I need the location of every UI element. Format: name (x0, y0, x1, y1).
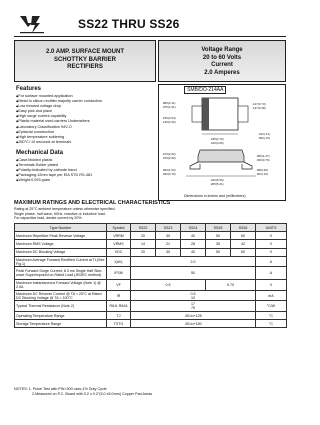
dim-label: .220(5.59) (210, 178, 224, 182)
column-header: SS22 (131, 224, 156, 232)
table-row (15, 248, 287, 256)
table-header-row (15, 224, 287, 232)
list-item: ◆ High temperature soldering (16, 135, 156, 140)
dim-label: .075(1.91) (162, 105, 176, 109)
max-ratings-heading: MAXIMUM RATINGS AND ELECTRICAL CHARACTERISTICS (14, 200, 171, 206)
symbol-cell: VDC (107, 248, 131, 256)
value-cell: -55 to+150 (131, 320, 256, 328)
footnote: NOTES: 1. Pulse Test with PW=300 usec,1% Duty Cycle (14, 387, 107, 391)
table-row (15, 290, 287, 301)
table-row (15, 232, 287, 240)
unit-cell: V (256, 240, 287, 248)
list-item: ◆ 250°C/ 10 seconds at terminals (16, 140, 156, 145)
unit-cell: V (256, 232, 287, 240)
symbol-cell: TSTG (107, 320, 131, 328)
package-label: SMB/DO-214AA (184, 86, 226, 94)
dim-label: .050(1.27) (256, 154, 270, 158)
company-logo-icon (18, 14, 46, 36)
max-ratings-notes (14, 207, 116, 221)
value-cell (131, 290, 256, 301)
unit-cell: V (256, 248, 287, 256)
value-line: 10 (191, 295, 195, 300)
value-line: 0.5 (190, 291, 196, 296)
table-row (15, 256, 287, 267)
unit-cell: A (256, 267, 287, 280)
param-cell: Maximum Average Forward Rectified Current at TL(See Fig.1) (16, 257, 105, 266)
dim-label: .030(0.76) (162, 172, 176, 176)
list-item: ◆ Weight:0.093 gram (16, 178, 156, 183)
current-value: 2.0 Amperes (204, 69, 240, 76)
param-cell: Maximum DC Blocking Voltage (15, 248, 107, 256)
symbol-cell: TJ (107, 311, 131, 319)
dim-label: .030(0.76) (256, 158, 270, 162)
table-row (15, 301, 287, 312)
list-item: ◆ Easy pick and place (16, 109, 156, 114)
dim-label: .205(5.21) (210, 182, 224, 186)
value-cell: 0.70 (206, 280, 256, 291)
column-header: SS26 (231, 224, 256, 232)
value-line: 75 (191, 306, 195, 311)
description-line-3: RECTIFIERS (67, 64, 103, 70)
list-item: ◆ Terminals:Solder plated (16, 163, 156, 168)
value-cell: 0.5 (131, 280, 206, 291)
symbol-cell: VRRM (107, 232, 131, 240)
value-cell: 2.0 (131, 256, 256, 267)
table-row (15, 311, 287, 319)
param-cell: Storage Temperature Range (15, 320, 107, 328)
mechanical-data-heading: Mechanical Data (16, 150, 64, 156)
list-item: ◆ For surface mounted application (16, 94, 156, 99)
param-cell: Maximum RMS Voltage (15, 240, 107, 248)
dim-label: .004(.10) (256, 172, 269, 176)
voltage-range-label: Voltage Range (201, 47, 243, 53)
unit-cell: °C (256, 320, 287, 328)
value-cell: 30 (156, 248, 181, 256)
value-cell: 40 (181, 248, 206, 256)
value-cell (131, 301, 256, 312)
rating-note: Single phase, half wave, 60Hz, resistive or inductive load. (14, 211, 106, 216)
param-cell: Typical Thermal Resistance (Note 2) (15, 301, 107, 312)
value-cell: 50 (206, 248, 231, 256)
dim-label: .012(.31) (258, 132, 271, 136)
value-cell: 30 (156, 232, 181, 240)
rating-note: Rating at 25°C ambient temperature unless otherwise specified. (14, 207, 116, 211)
column-header: SS24 (181, 224, 206, 232)
page-title: SS22 THRU SS26 (78, 17, 180, 31)
dim-label: .083(2.11) (162, 101, 176, 105)
value-cell: 20 (131, 232, 156, 240)
symbol-cell: IR (107, 290, 131, 301)
features-list (16, 94, 156, 145)
list-item: ◆ Case:Molded plastic (16, 158, 156, 163)
product-description-box (14, 40, 156, 82)
dim-label: .147(3.73) (252, 102, 266, 106)
value-cell: 21 (156, 240, 181, 248)
dimensions-note: Dimensions in inches and (millimeters) (184, 194, 246, 198)
symbol-cell: VF (107, 280, 131, 291)
value-cell: 28 (181, 240, 206, 248)
description-line-1: 2.0 AMP. SURFACE MOUNT (45, 49, 124, 55)
dim-label: .060(1.52) (162, 168, 176, 172)
footnote: 2.Measured on P.C. Board with 0.2 x 0.2"(5.0 x5.0mm) Copper Pad Areas (32, 391, 153, 396)
symbol-cell: RθJL RθJA (107, 301, 131, 312)
param-cell: Peak Forward Surge Current, 8.3 ms Single Half Sine-wave Superimposed on Rated Load (JEDEC method) (15, 267, 107, 280)
value-cell: 40 (181, 232, 206, 240)
table-row (15, 280, 287, 291)
value-cell: 35 (206, 240, 231, 248)
column-header: UNITS (256, 224, 287, 232)
list-item: ◆ Metal to silicon rectifier,majority carrier conduction (16, 99, 156, 104)
table-row (15, 240, 287, 248)
current-label: Current (211, 62, 233, 68)
param-cell: Maximum Instantaneous Forward Voltage (Note 1) @ 2.0A (15, 280, 107, 291)
value-cell: 60 (231, 232, 256, 240)
mechanical-data-list (16, 158, 156, 183)
dim-label: .160(4.06) (210, 141, 224, 145)
list-item: ◆ Low forward voltage drop (16, 104, 156, 109)
dim-label: .137(3.48) (252, 106, 266, 110)
unit-cell: °C/W (256, 301, 287, 312)
description-line-2: SCHOTTKY BARRIER (54, 56, 116, 63)
title-divider (14, 36, 286, 37)
unit-cell: mA (256, 290, 287, 301)
unit-cell: V (256, 280, 287, 291)
list-item: ◆ Laboratory Classification 94V-O (16, 125, 156, 130)
ratings-table (14, 223, 287, 328)
dim-label: .130(3.30) (162, 120, 176, 124)
value-cell: -55 to+125 (131, 311, 256, 319)
footnotes (14, 387, 152, 396)
unit-cell: °C (256, 311, 287, 319)
table-row (15, 320, 287, 328)
value-cell: 50 (206, 232, 231, 240)
unit-cell: A (256, 256, 287, 267)
symbol-cell: IFSM (107, 267, 131, 280)
value-cell: 20 (131, 248, 156, 256)
list-item: ◆ Polarity:Indicated by cathode band (16, 168, 156, 173)
rating-note: For capacitive load, derate current by 20% (14, 216, 82, 220)
dim-label: .155(3.94) (162, 116, 176, 120)
symbol-cell: VRMS (107, 240, 131, 248)
dim-label: .103(2.62) (162, 152, 176, 156)
column-header: Type Number (15, 224, 107, 232)
voltage-range-value: 20 to 60 Volts (202, 54, 242, 61)
dim-label: .006(.15) (258, 136, 271, 140)
column-header: SS23 (156, 224, 181, 232)
value-cell: 60 (231, 248, 256, 256)
value-cell: 50 (131, 267, 256, 280)
value-cell: 42 (231, 240, 256, 248)
table-row (15, 267, 287, 280)
features-heading: Features (16, 86, 42, 92)
param-cell: Maximum DC Reverse Current @ TA = 25°C at Rated DC Blocking Voltage @ TA = 100°C (15, 290, 107, 301)
param-cell: Maximum Repetitive Peak Reverse Voltage (15, 232, 107, 240)
column-header: Symbol (107, 224, 131, 232)
list-item: ◆ High surge current capability (16, 114, 156, 119)
list-item: ◆ Plastic material used carriers Underwriters (16, 119, 156, 124)
dim-label: .185(4.70) (210, 137, 224, 141)
ratings-summary-box (158, 40, 286, 82)
value-line: 17 (191, 302, 195, 307)
list-item: ◆ Epitaxial construction (16, 130, 156, 135)
column-header: SS25 (206, 224, 231, 232)
value-cell: 14 (131, 240, 156, 248)
param-cell: Operating Temperature Range (15, 311, 107, 319)
symbol-cell: I(AV) (107, 256, 131, 267)
dim-label: .079(2.00) (162, 156, 176, 160)
list-item: ◆ Packaging:12mm tape per EIA STD RS-481 (16, 173, 156, 178)
dim-label: .008(.20) (256, 168, 269, 172)
